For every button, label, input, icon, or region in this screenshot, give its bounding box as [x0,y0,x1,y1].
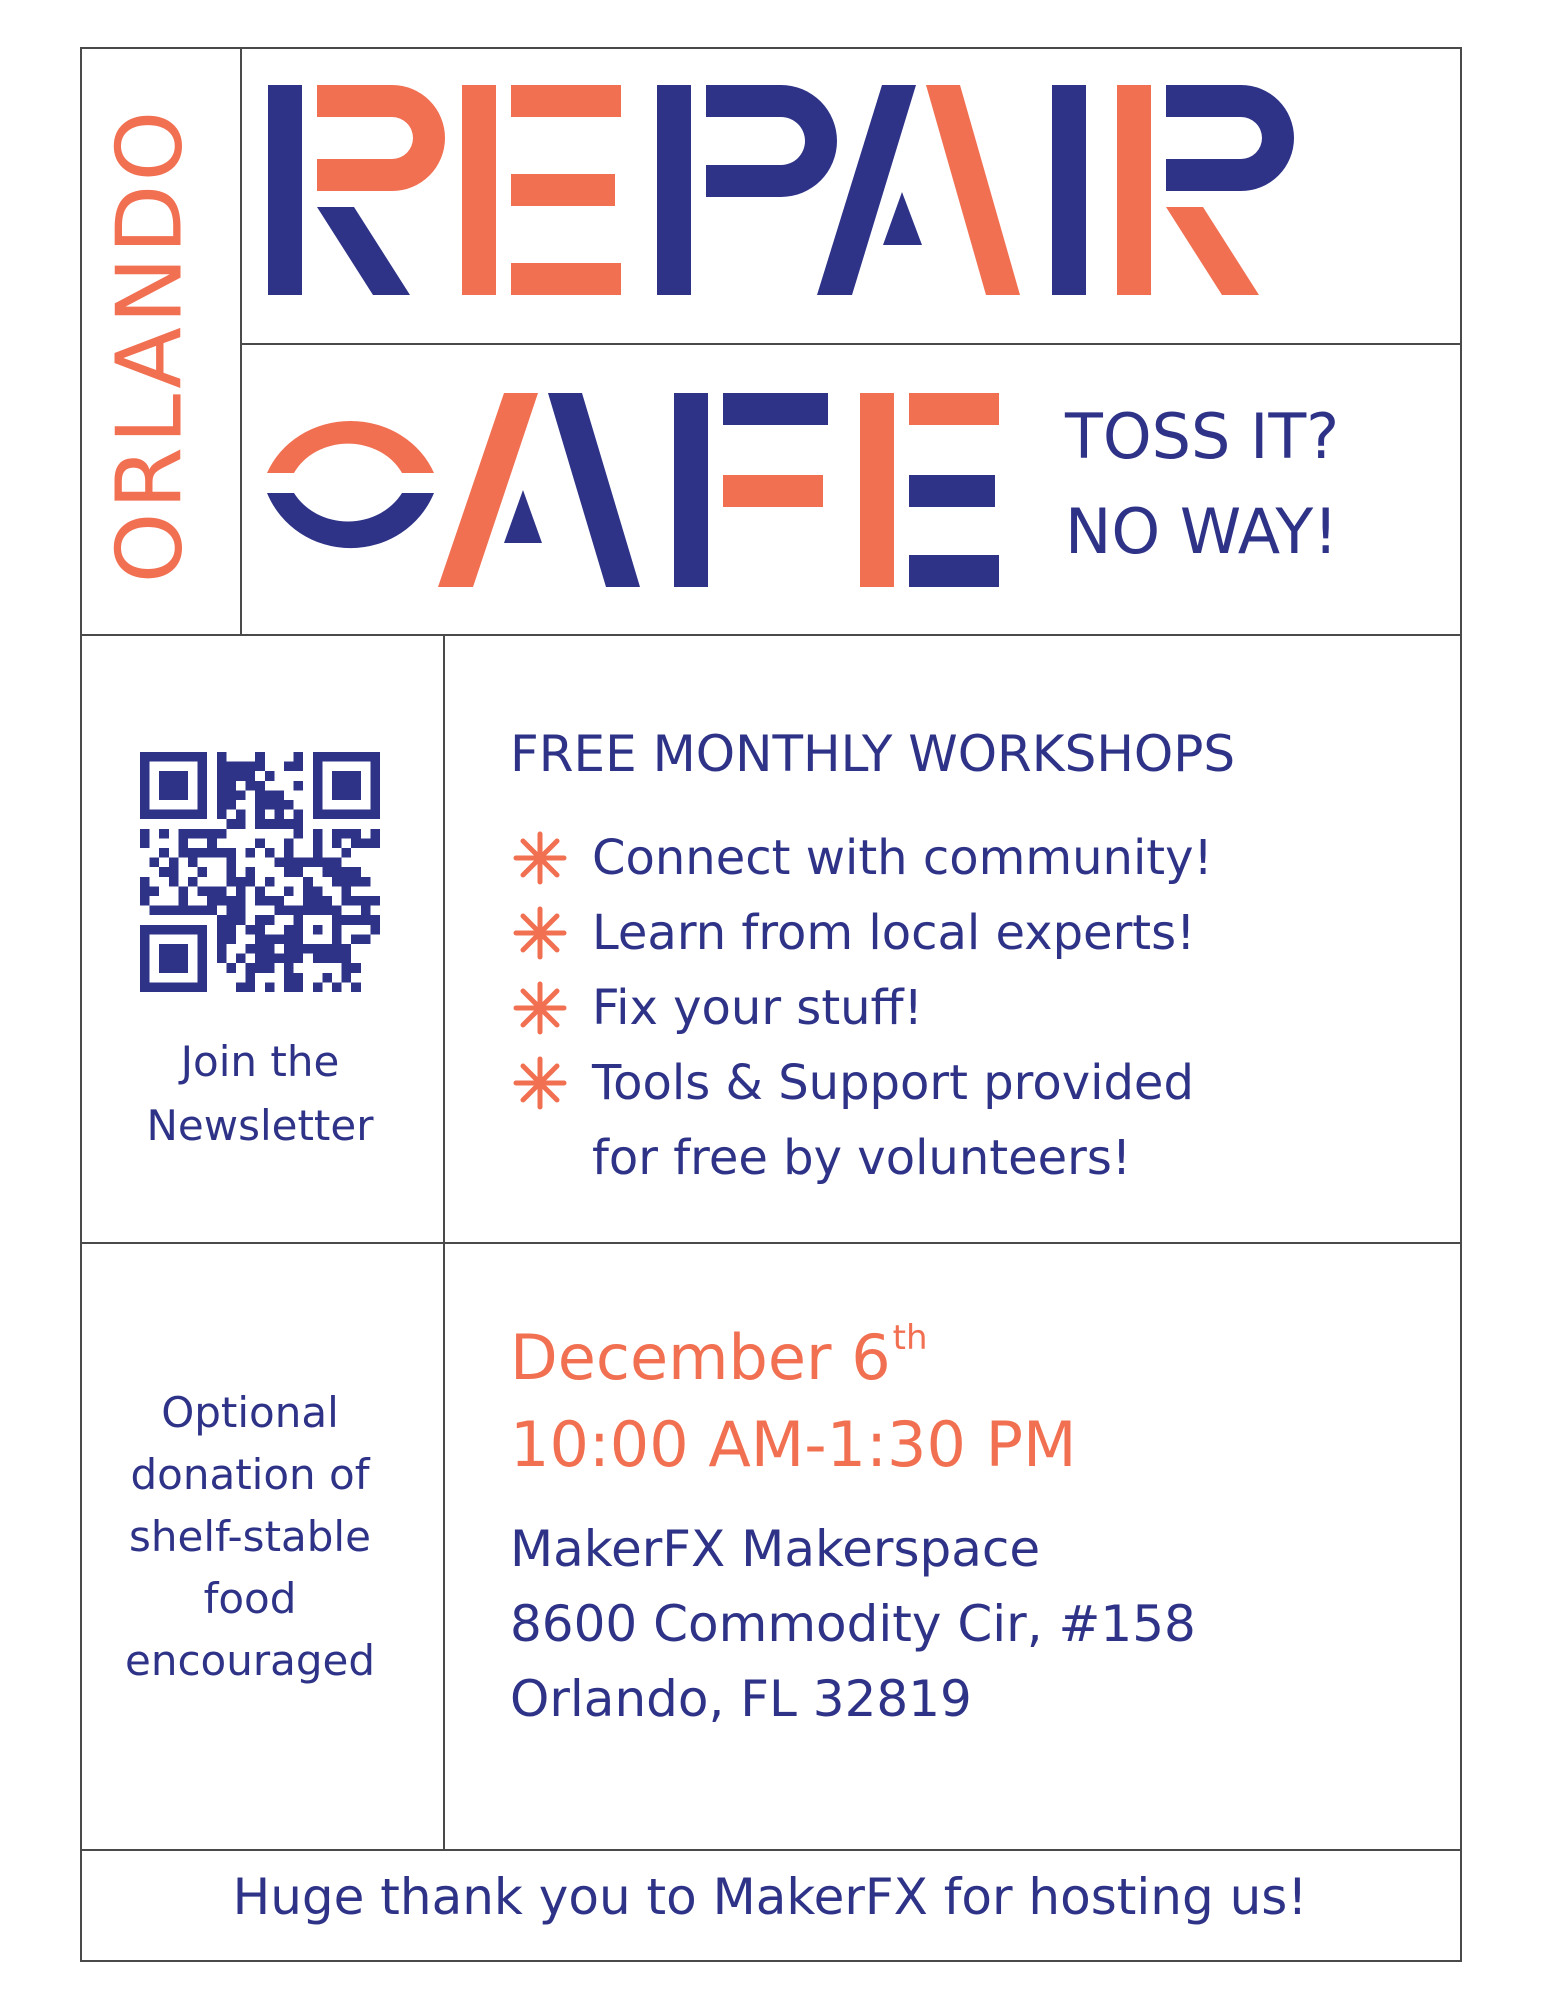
outer-border-bottom [80,1960,1462,1962]
venue-city: Orlando, FL 32819 [510,1670,972,1728]
donation-note [80,1382,420,1692]
orlando-side-text [80,95,220,595]
event-date-text: December 6 [510,1321,891,1394]
outer-border-top [80,47,1462,49]
newsletter-caption-line-2: Newsletter [146,1101,374,1150]
workshop-item-1: Connect with community! [592,830,1213,886]
title-divider [240,343,1462,345]
letter-e-1 [462,85,621,295]
header-bottom-divider [80,634,1462,636]
donation-line: encouraged [124,1636,376,1685]
cafe-title [262,385,1002,595]
letter-c [267,421,434,548]
venue-name: MakerFX Makerspace [510,1520,1041,1578]
tagline-line-2: NO WAY! [1065,495,1339,568]
header-divider-vertical [240,47,242,635]
outer-border-right [1460,47,1462,1962]
workshop-item-3: Fix your stuff! [592,980,923,1036]
letter-f [674,393,828,587]
event-time: 10:00 AM-1:30 PM [510,1408,1077,1481]
letter-r-1 [268,85,445,295]
event-date-suffix: th [892,1318,928,1358]
donation-line: Optional [161,1388,339,1437]
workshops-heading: FREE MONTHLY WORKSHOPS [510,725,1236,783]
newsletter-caption-line-1: Join the [180,1037,340,1086]
letter-a-2 [438,393,640,587]
asterisk-icon [510,1053,570,1113]
letter-p [657,85,837,295]
qr-code-icon[interactable] [140,752,380,992]
donation-line: shelf-stable [129,1512,371,1561]
repair-title [262,80,1442,302]
asterisk-icon [510,828,570,888]
donation-line: donation of [130,1450,370,1499]
letter-r-2 [1117,85,1294,295]
donation-line: food [203,1574,297,1623]
workshop-item-4-continued: for free by volunteers! [592,1130,1132,1186]
workshops-bottom-divider [80,1242,1462,1244]
venue-street: 8600 Commodity Cir, #158 [510,1595,1196,1653]
letter-e-2 [860,393,999,587]
orlando-label: ORLANDO [97,107,203,583]
letter-i [1052,85,1086,295]
footer-thanks: Huge thank you to MakerFX for hosting us! [232,1868,1308,1926]
workshop-item-4: Tools & Support provided [592,1055,1194,1111]
workshop-item-2: Learn from local experts! [592,905,1196,961]
asterisk-icon [510,903,570,963]
letter-a-1 [817,85,1020,295]
tagline-line-1: TOSS IT? [1065,400,1340,473]
asterisk-icon [510,978,570,1038]
footer-top-divider [80,1849,1462,1851]
newsletter-caption [100,1030,420,1158]
event-date [510,1318,928,1394]
